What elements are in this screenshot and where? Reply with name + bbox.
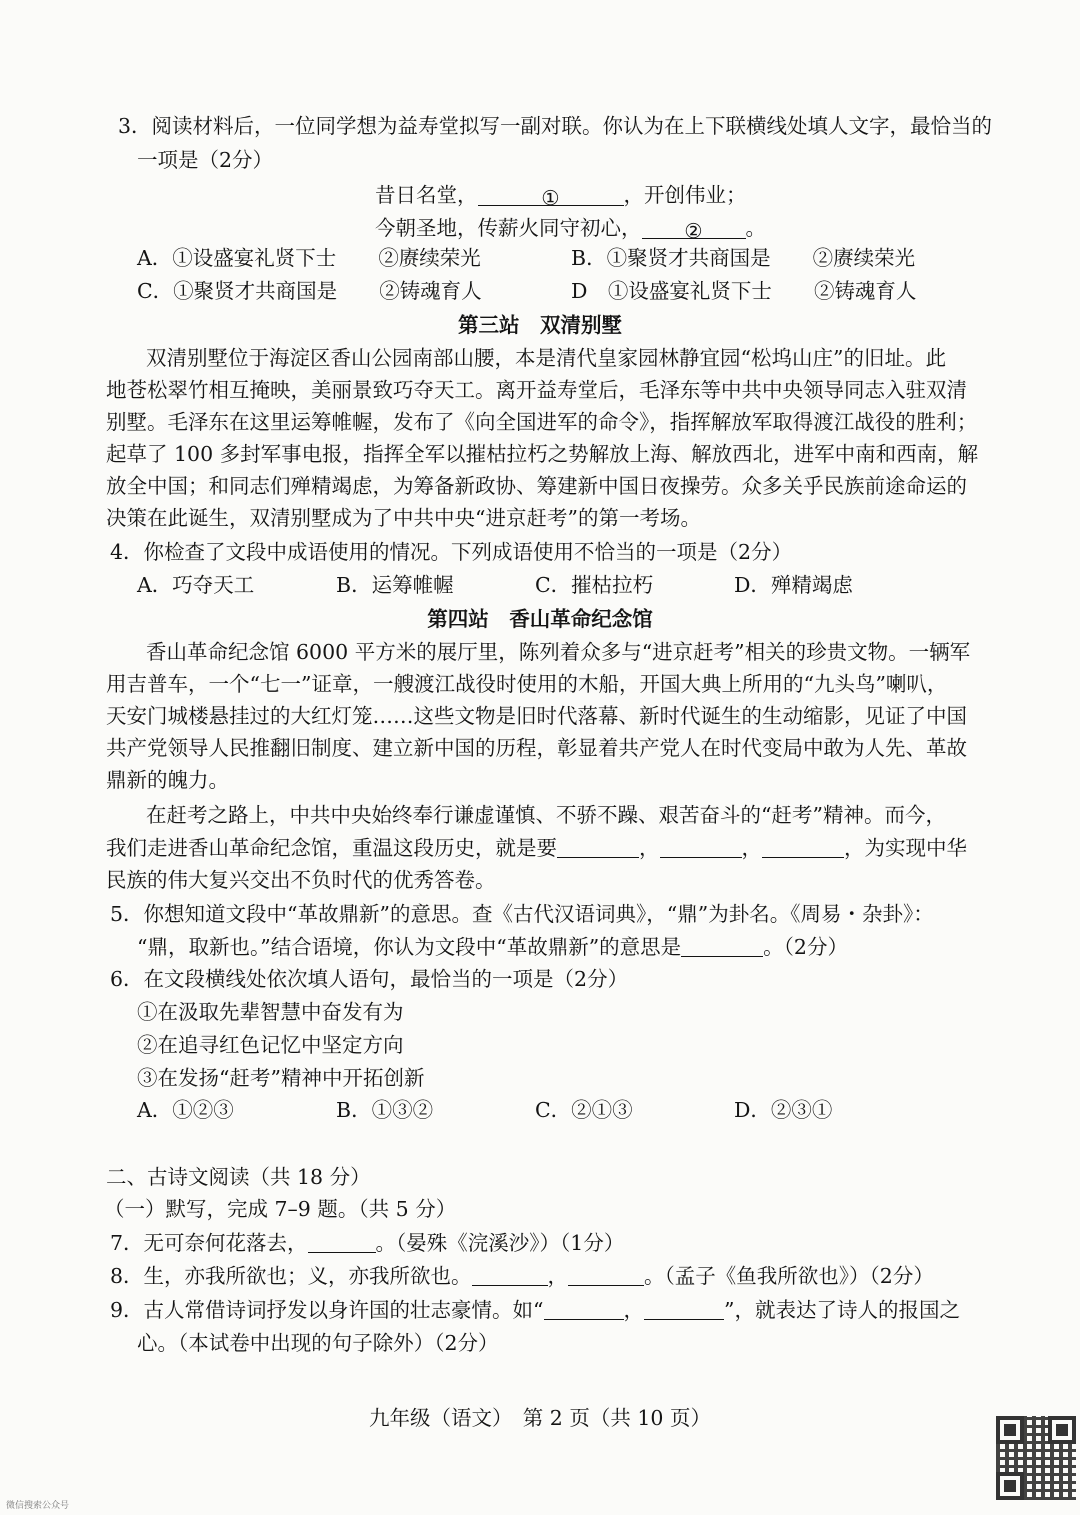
p2-line2-post: ，为实现中华: [844, 836, 967, 860]
p2-blank-2: [660, 835, 742, 858]
station4-p1-line: 用吉普车，一个“七一”证章，一艘渡江战役时使用的木船，开国大典上所用的“九头鸟”喇叭，: [106, 672, 948, 696]
q3-option-a-label: A．①设盛宴礼贤下士: [137, 246, 337, 270]
watermark-text: 微信搜索公众号: [6, 1501, 70, 1511]
qr-finder-pattern: [996, 1472, 1024, 1500]
p2-line2-pre: 我们走进香山革命纪念馆，重温这段历史，就是要: [106, 836, 557, 860]
q5-line2-post: 。（2分）: [763, 935, 848, 959]
couplet-upper-pre: 昔日名堂，: [375, 183, 478, 207]
q5-line1: 5．你想知道文段中“革故鼎新”的意思。查《古代汉语词典》，“鼎”为卦名。《周易・杂卦》：: [110, 902, 934, 926]
q4-option-a: A．巧夺天工: [137, 573, 255, 597]
q7-pre: 7．无可奈何花落去，: [110, 1231, 308, 1255]
couplet-upper-post: ，开创伟业；: [623, 183, 747, 207]
station4-p2-line2: [106, 833, 967, 863]
p2-sep-2: ，: [741, 836, 762, 860]
p2-blank-1: [557, 835, 639, 858]
q6-item: ③在发扬“赶考”精神中开拓创新: [137, 1066, 425, 1090]
qr-finder-pattern: [1048, 1416, 1076, 1444]
station4-p2-line1: 在赶考之路上，中共中央始终奉行谦虚谨慎、不骄不躁、艰苦奋斗的“赶考”精神。而今，: [146, 803, 946, 827]
q6-option-d: D．②③①: [734, 1098, 833, 1122]
q5-line2-pre: “鼎，取新也。”结合语境，你认为文段中“革故鼎新”的意思是: [137, 935, 682, 959]
section2-subtitle: （一）默写，完成 7–9 题。（共 5 分）: [104, 1197, 457, 1221]
q8-blank-2: [568, 1263, 644, 1286]
station3-line: 放全中国；和同志们殚精竭虑，为筹备新政协、筹建新中国日夜操劳。众多关乎民族前途命运的: [106, 474, 967, 498]
q7: [110, 1228, 624, 1258]
q3-option-a: [137, 243, 481, 273]
q9-pre: 9．古人常借诗词抒发以身许国的壮志豪情。如“: [110, 1298, 544, 1322]
couplet-mark-1: ①: [541, 186, 560, 210]
q8-pre: 8．生，亦我所欲也；义，亦我所欲也。: [110, 1264, 472, 1288]
q3-option-d-second: ②铸魂育人: [813, 279, 917, 303]
station3-line: 起草了 100 多封军事电报，指挥全军以摧枯拉朽之势解放上海、解放西北，进军中南和西南，解: [106, 442, 979, 466]
qr-finder-pattern: [996, 1416, 1024, 1444]
q3-option-d: [571, 276, 916, 306]
couplet-lower: [375, 213, 766, 243]
station3-line: 地苍松翠竹相互掩映，美丽景致巧夺天工。离开益寿堂后，毛泽东等中共中央领导同志入驻双清: [106, 378, 967, 402]
station3-line: 双清别墅位于海淀区香山公园南部山腰，本是清代皇家园林静宜园“松坞山庄”的旧址。此: [146, 346, 946, 370]
couplet-lower-pre: 今朝圣地，传薪火同守初心，: [375, 216, 642, 240]
section2-title: 二、古诗文阅读（共 18 分）: [106, 1165, 371, 1189]
q9-line2: 心。（本试卷中出现的句子除外）（2分）: [137, 1331, 499, 1355]
q3-option-c-second: ②铸魂育人: [379, 279, 482, 303]
q9-blank-2: [644, 1297, 724, 1320]
couplet-upper: [375, 180, 747, 210]
q4-stem: 4．你检查了文段中成语使用的情况。下列成语使用不恰当的一项是（2分）: [110, 540, 793, 564]
q6-stem: 6．在文段横线处依次填人语句，最恰当的一项是（2分）: [110, 967, 629, 991]
q6-option-b: B．①③②: [336, 1098, 434, 1122]
q9-line1: [110, 1295, 960, 1325]
q3-option-c: [137, 276, 482, 306]
q6-item: ①在汲取先辈智慧中奋发有为: [137, 1000, 404, 1024]
couplet-blank-2: [642, 216, 746, 243]
station4-p1-line: 香山革命纪念馆 6000 平方米的展厅里，陈列着众多与“进京赶考”相关的珍贵文物。一辆军: [146, 640, 971, 664]
q5-blank: [681, 934, 763, 957]
q7-post: 。（晏殊《浣溪沙》）（1分）: [375, 1231, 625, 1255]
q9-blank-1: [544, 1297, 624, 1320]
p2-blank-3: [762, 835, 844, 858]
q5-line2: [137, 932, 848, 962]
station4-heading: 第四站 香山革命纪念馆: [427, 607, 653, 631]
q6-item: ②在追寻红色记忆中坚定方向: [137, 1033, 404, 1057]
station3-heading: 第三站 双清别墅: [458, 313, 622, 337]
q3-option-d-label: D ①设盛宴礼贤下士: [571, 279, 772, 303]
station4-p2-line3: 民族的伟大复兴交出不负时代的优秀答卷。: [106, 868, 496, 892]
q8-mid: ，: [547, 1264, 569, 1288]
couplet-lower-post: 。: [745, 216, 766, 240]
q6-option-c: C．②①③: [535, 1098, 633, 1122]
q7-blank: [308, 1230, 376, 1253]
q9-mid: ，: [623, 1298, 645, 1322]
q4-option-b: B．运筹帷幄: [336, 573, 454, 597]
q8: [110, 1261, 934, 1291]
couplet-blank-1: [478, 183, 624, 210]
q3-option-a-second: ②赓续荣光: [378, 246, 481, 270]
station4-p1-line: 鼎新的魄力。: [106, 768, 229, 792]
q8-blank-1: [472, 1263, 548, 1286]
station3-line: 别墅。毛泽东在这里运筹帷幄，发布了《向全国进军的命令》，指挥解放军取得渡江战役的胜利；: [106, 410, 978, 434]
station4-p1-line: 共产党领导人民推翻旧制度、建立新中国的历程，彰显着共产党人在时代变局中敢为人先、革故: [106, 736, 967, 760]
q3-option-b-label: B．①聚贤才共商国是: [571, 246, 771, 270]
qr-code-icon: [996, 1416, 1076, 1500]
station4-p1-line: 天安门城楼悬挂过的大红灯笼……这些文物是旧时代落幕、新时代诞生的生动缩影，见证了中国: [106, 704, 967, 728]
q3-stem-line1: 3．阅读材料后，一位同学想为益寿堂拟写一副对联。你认为在上下联横线处填人文字，最恰当的: [118, 114, 993, 138]
q4-option-c: C．摧枯拉朽: [535, 573, 654, 597]
q3-option-b-second: ②赓续荣光: [812, 246, 916, 270]
q3-stem-line2: 一项是（2分）: [137, 148, 274, 172]
q3-option-b: [571, 243, 915, 273]
q9-post: ”，就表达了诗人的报国之: [724, 1298, 961, 1322]
p2-sep-1: ，: [639, 836, 660, 860]
couplet-mark-2: ②: [684, 219, 703, 243]
q4-option-d: D．殚精竭虑: [734, 573, 853, 597]
station3-line: 决策在此诞生，双清别墅成为了中共中央“进京赶考”的第一考场。: [106, 506, 701, 530]
q3-option-c-label: C．①聚贤才共商国是: [137, 279, 338, 303]
page-footer: 九年级（语文） 第 2 页（共 10 页）: [369, 1406, 711, 1430]
q6-option-a: A．①②③: [137, 1098, 234, 1122]
q8-post: 。（孟子《鱼我所欲也》）（2分）: [644, 1264, 934, 1288]
